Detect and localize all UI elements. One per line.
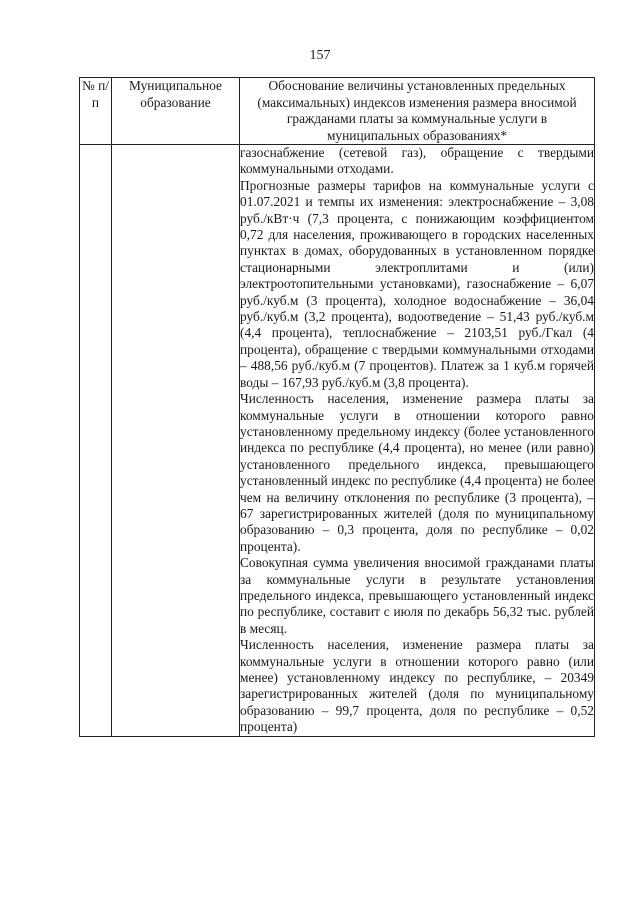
paragraph-population-limit-index: Численность населения, изменение размера платы за коммунальные услуги в отношении которого равно установленному предельному индексу (более установленного индекса по республике (4,4 процента), но менее (или равно) установленного предельного индекса, превышающего установленный индекс по республике (4,4 процента) не более чем на величину отклонения по республике (3 процента), – 67 зарегистрированных жителей (доля по муниципальному образованию – 0,3 процента, доля по республике – 0,02 процента).	[240, 391, 594, 554]
paragraph-total-increase: Совокупная сумма увеличения вносимой гражданами платы за коммунальные услуги в результате установления предельного индекса, превышающего установленный индекс по республике, составит с июля по декабрь 56,32 тыс. рублей в месяц.	[240, 555, 594, 636]
paragraph-tariffs: Прогнозные размеры тарифов на коммунальные услуги с 01.07.2021 и темпы их изменения: электроснабжение – 3,08 руб./кВт·ч (7,3 процента, с понижающим коэффициентом 0,72 для населения, проживающего в городских населенных пунктах в домах, оборудованных в установленном порядке стационарными электроплитами и (или) электроотопительными установками), газоснабжение – 6,07 руб./куб.м (3 процента), холодное водоснабжение – 36,04 руб./куб.м (3,2 процента), водоотведение – 51,43 руб./куб.м (4,4 процента), теплоснабжение – 2103,51 руб./Гкал (4 процента), обращение с твердыми коммунальными отходами – 488,56 руб./куб.м (7 процентов). Платеж за 1 куб.м горячей воды – 167,93 руб./куб.м (3,8 процента).	[240, 177, 594, 390]
header-municipality: Муниципальное образование	[112, 78, 240, 145]
page-number: 157	[309, 48, 331, 63]
paragraph-population-regional-index: Численность населения, изменение размера платы за коммунальные услуги в отношении которого равно (или менее) установленному индексу по республике, – 20349 зарегистрированных жителей (доля по муниципальному образованию – 99,7 процента, доля по республике – 0,52 процента)	[240, 637, 594, 735]
justification-table	[79, 77, 595, 737]
table-row	[80, 145, 595, 737]
cell-municipality	[112, 145, 240, 737]
header-justification: Обоснование величины установленных предельных (максимальных) индексов изменения размера вносимой гражданами платы за коммунальные услуги в муниципальных образованиях*	[240, 78, 595, 145]
table-header-row	[80, 78, 595, 145]
header-number: № п/п	[80, 78, 112, 145]
cell-justification	[240, 145, 595, 737]
cell-number	[80, 145, 112, 737]
paragraph-continuation: газоснабжение (сетевой газ), обращение с твердыми коммунальными отходами.	[240, 145, 594, 177]
